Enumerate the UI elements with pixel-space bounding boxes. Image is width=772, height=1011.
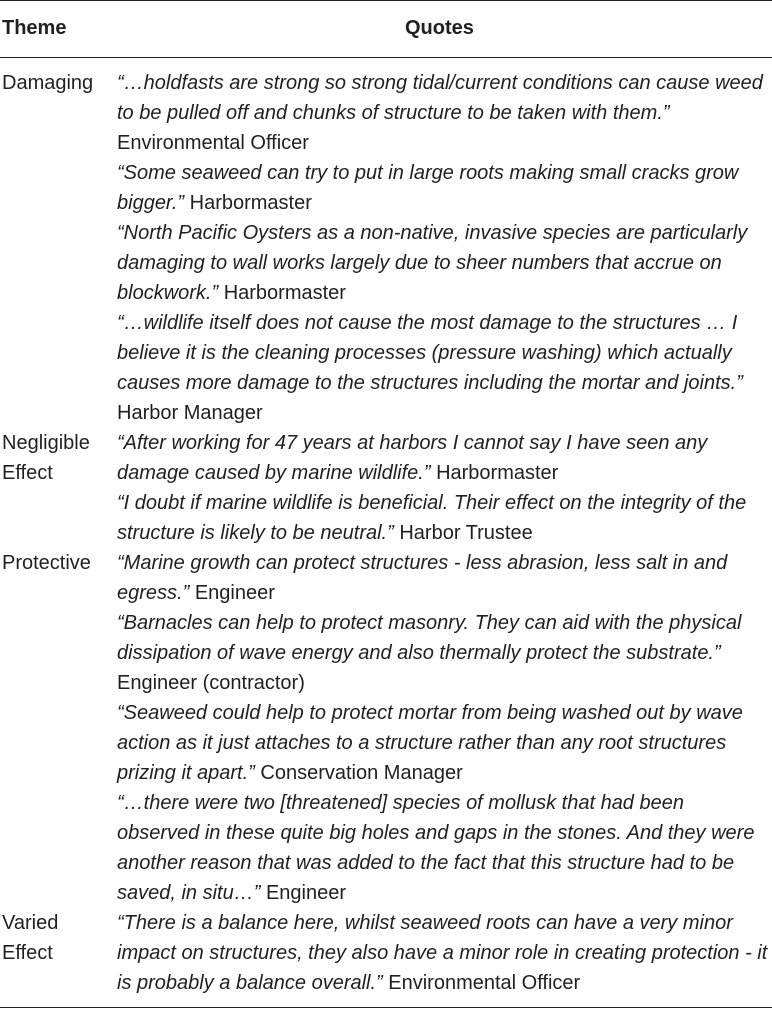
quote-item (117, 548, 769, 608)
quote-text: “Seaweed could help to protect mortar from being washed out by wave action as it just attaches to a structure rather than any root structures prizing it apart.” (117, 702, 743, 784)
quote-item (117, 68, 769, 158)
column-header-quotes: Quotes (405, 17, 474, 39)
quote-item (117, 488, 769, 548)
theme-cell: Protective (2, 552, 91, 574)
quote-text: “Barnacles can help to protect masonry. They can aid with the physical dissipation of wave energy and also thermally protect the substrate.” (117, 612, 742, 664)
quote-item (117, 218, 769, 308)
quotes-cell (117, 68, 769, 428)
quote-source: Harbor Trustee (399, 522, 533, 544)
quotes-cell (117, 428, 769, 548)
quote-item (117, 698, 769, 788)
table-bottom-rule (0, 1007, 772, 1008)
quotes-cell (117, 548, 769, 908)
quote-source: Harbormaster (436, 462, 559, 484)
quote-text: “After working for 47 years at harbors I cannot say I have seen any damage caused by marine wildlife.” (117, 432, 708, 484)
theme-cell: Negligible Effect (2, 432, 90, 484)
quote-source: Environmental Officer (388, 972, 581, 994)
quote-text: “…there were two [threatened] species of mollusk that had been observed in these quite big holes and gaps in the stones. And they were another reason that was added to the fact that this structure had to be saved, in situ…” (117, 792, 755, 904)
theme-cell: Varied Effect (2, 912, 59, 964)
quote-source: Engineer (contractor) (117, 672, 305, 694)
quote-item (117, 308, 769, 428)
quote-text: “North Pacific Oysters as a non-native, invasive species are particularly damaging to wall works largely due to sheer numbers that accrue on blockwork.” (117, 222, 748, 304)
quote-source: Engineer (194, 582, 275, 604)
quote-item (117, 908, 769, 998)
quotes-cell (117, 908, 769, 998)
quote-source: Engineer (265, 882, 347, 904)
column-header-theme: Theme (2, 17, 67, 39)
quote-source: Harbor Manager (117, 402, 263, 424)
quote-text: “…wildlife itself does not cause the most damage to the structures … I believe it is the cleaning processes (pressure washing) which actually causes more damage to the structures including the mortar and joints.” (117, 312, 743, 394)
theme-cell: Damaging (2, 72, 94, 94)
table-header (0, 0, 772, 58)
quote-text: “Marine growth can protect structures - less abrasion, less salt in and egress.” (117, 552, 728, 604)
quote-source: Harbormaster (189, 192, 312, 214)
quote-text: “Some seaweed can try to put in large roots making small cracks grow bigger.” (117, 162, 739, 214)
quote-text: “I doubt if marine wildlife is beneficial. Their effect on the integrity of the structure is likely to be neutral.” (117, 492, 747, 544)
quote-item (117, 158, 769, 218)
quote-source: Conservation Manager (260, 762, 463, 784)
quote-source: Harbormaster (223, 282, 346, 304)
quote-text: “…holdfasts are strong so strong tidal/current conditions can cause weed to be pulled off and chunks of structure to be taken with them.” (117, 72, 763, 124)
quote-item (117, 788, 769, 908)
quote-source: Environmental Officer (117, 132, 309, 154)
quote-text: “There is a balance here, whilst seaweed roots can have a very minor impact on structures, they also have a minor role in creating protection - it is probably a balance overall.” (117, 912, 768, 994)
quote-item (117, 608, 769, 698)
quote-item (117, 428, 769, 488)
